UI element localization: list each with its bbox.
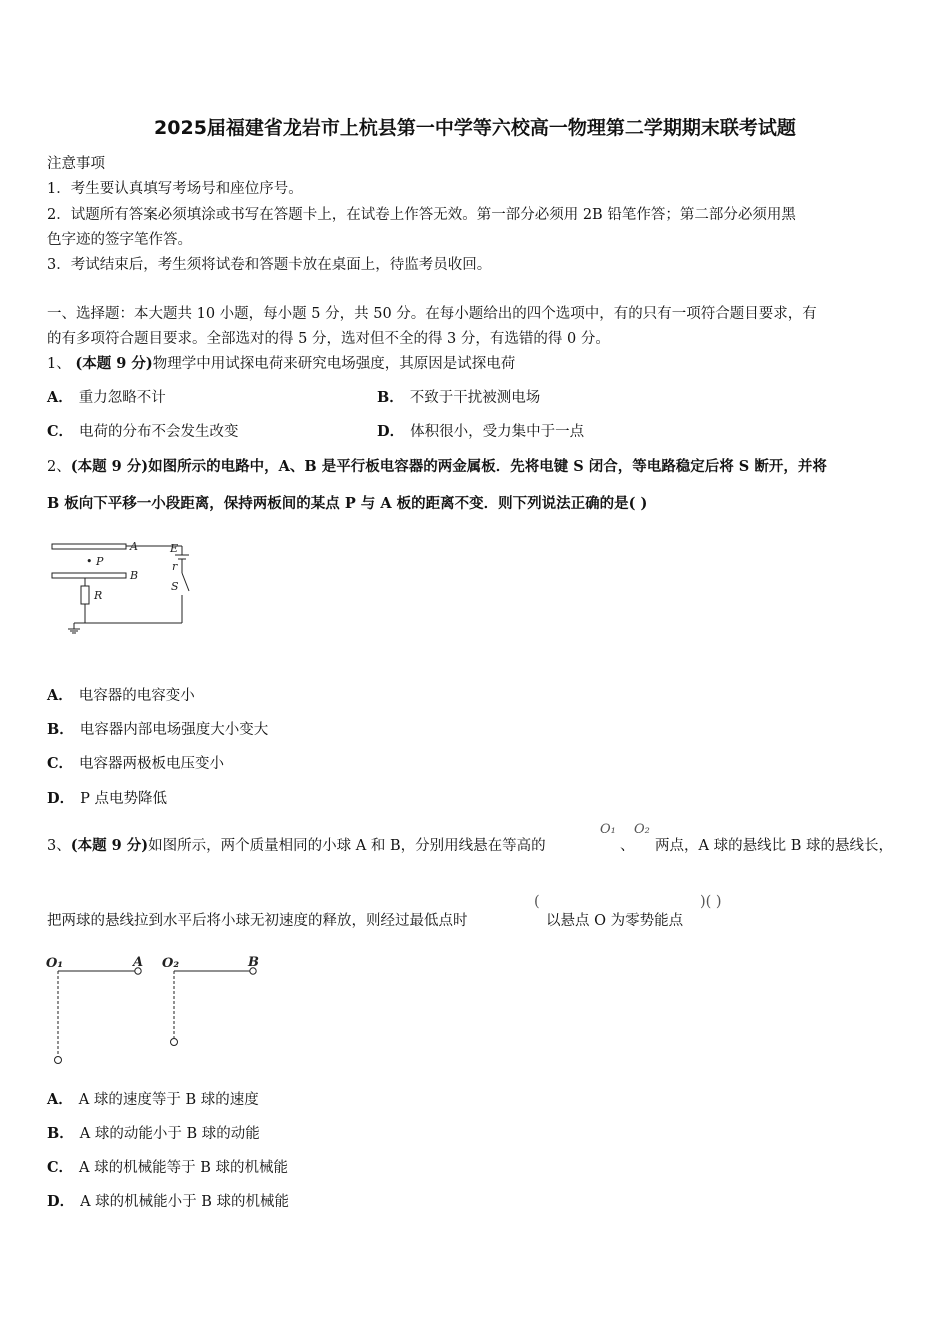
q2-option-c-text: 电容器两极板电压变小 [79, 756, 225, 772]
q1-option-b-label: B． [377, 389, 404, 406]
label-o2: O₂ [162, 956, 180, 971]
q1-option-c-text: 电荷的分布不会发生改变 [79, 424, 239, 440]
notice-item-2-line1: 2．试题所有答案必须填涂或书写在答题卡上，在试卷上作答无效。第一部分必须用 2B 铅笔作答；第二部分必须用黑 [47, 207, 796, 223]
q2-circuit-diagram [44, 535, 204, 635]
q2-number: 2、 [47, 459, 71, 475]
label-b: B [248, 955, 259, 970]
q3-pendulum-diagram [44, 948, 274, 1070]
q3-option-b[interactable] [47, 1122, 260, 1143]
q3-option-a-label: A． [47, 1091, 73, 1108]
q3-option-c[interactable] [47, 1156, 288, 1177]
q1-option-b[interactable] [377, 386, 540, 407]
resistor [81, 586, 89, 604]
label-a: A [133, 955, 144, 970]
notice-item-3: 3．考试结束后，考生须将试卷和答题卡放在桌面上，待监考员收回。 [47, 257, 492, 273]
q3-stem-line2b: 以悬点 O 为零势能点 [546, 913, 684, 929]
label-s: S [171, 580, 179, 593]
q2-option-b-label: B． [47, 721, 74, 738]
q3-option-d-label: D． [47, 1193, 75, 1210]
q3-o2-symbol: O₂ [634, 822, 650, 837]
section1-line2: 的有多项符合题目要求。全部选对的得 5 分，选对但不全的得 3 分，有选错的得 0 分。 [47, 331, 610, 347]
q2-stem-line1-text: 如图所示的电路中，A、B 是平行板电容器的两金属板．先将电键 S 闭合，等电路稳定后将 S 断开，并将 [148, 458, 827, 475]
q3-option-c-label: C． [47, 1159, 74, 1176]
notice-item-1: 1．考生要认真填写考场号和座位序号。 [47, 181, 303, 197]
q2-option-b-text: 电容器内部电场强度大小变大 [79, 722, 269, 738]
q3-option-a-text: A 球的速度等于 B 球的速度 [78, 1092, 259, 1108]
q3-separator: 、 [620, 838, 635, 854]
q3-stem-line2a: 把两球的悬线拉到水平后将小球无初速度的释放，则经过最低点时 [47, 913, 468, 929]
q1-option-d-label: D． [377, 423, 405, 440]
plate-a [52, 544, 126, 549]
plate-b [52, 573, 126, 578]
q3-stem-part1: 如图所示，两个质量相同的小球 A 和 B，分别用线悬在等高的 [148, 838, 546, 854]
q3-stem-part2: 两点，A 球的悬线比 B 球的悬线长， [655, 838, 893, 854]
q1-stem-text: 物理学中用试探电荷来研究电场强度，其原因是试探电荷 [152, 356, 516, 372]
q3-option-d[interactable] [47, 1190, 289, 1211]
q2-option-d[interactable] [47, 787, 167, 808]
notice-item-2-line2: 色字迹的签字笔作答。 [47, 232, 192, 248]
label-r-internal: r [172, 560, 178, 573]
q1-option-c[interactable] [47, 420, 239, 441]
q3-option-c-text: A 球的机械能等于 B 球的机械能 [79, 1160, 289, 1176]
label-p: • P [86, 555, 104, 568]
q2-score: (本题 9 分) [70, 458, 149, 475]
q3-stem-line1 [47, 834, 546, 855]
q2-option-b[interactable] [47, 718, 268, 739]
q1-option-d[interactable] [377, 420, 584, 441]
q1-option-a-text: 重力忽略不计 [78, 390, 166, 406]
label-r-resistor: R [94, 589, 103, 602]
ball-a-bottom [55, 1057, 62, 1064]
q3-option-b-label: B． [47, 1125, 74, 1142]
page-title: 2025届福建省龙岩市上杭县第一中学等六校高一物理第二学期期末联考试题 [154, 117, 796, 139]
q1-stem [47, 352, 515, 373]
q1-option-b-text: 不致于干扰被测电场 [409, 390, 541, 406]
q2-option-d-label: D． [47, 790, 75, 807]
q3-option-a[interactable] [47, 1088, 259, 1109]
notice-heading: 注意事项 [47, 156, 105, 172]
label-a: A [130, 540, 138, 553]
q2-option-a-text: 电容器的电容变小 [78, 688, 195, 704]
q2-option-d-text: P 点电势降低 [80, 791, 167, 807]
label-e: E [170, 542, 179, 555]
label-o1: O₁ [46, 956, 64, 971]
q1-option-a[interactable] [47, 386, 166, 407]
q1-option-c-label: C． [47, 423, 74, 440]
q3-number: 3、 [47, 838, 71, 854]
q2-stem-line2: B 板向下平移一小段距离，保持两板间的某点 P 与 A 板的距离不变．则下列说法正确的是( ) [47, 495, 648, 512]
q2-option-a[interactable] [47, 684, 195, 705]
q1-number: 1、 [47, 356, 71, 372]
q3-option-d-text: A 球的机械能小于 B 球的机械能 [80, 1194, 290, 1210]
q3-option-b-text: A 球的动能小于 B 球的动能 [79, 1126, 260, 1142]
q1-score: (本题 9 分) [75, 355, 153, 372]
ball-b-bottom [171, 1039, 178, 1046]
q1-option-d-text: 体积很小，受力集中于一点 [410, 424, 585, 440]
label-b: B [130, 569, 139, 582]
q2-option-c-label: C． [47, 755, 74, 772]
q2-option-a-label: A． [47, 687, 73, 704]
section1-line1: 一、选择题：本大题共 10 小题，每小题 5 分，共 50 分。在每小题给出的四个选项中，有的只有一项符合题目要求，有 [47, 306, 817, 322]
q1-option-a-label: A． [47, 389, 73, 406]
q2-option-c[interactable] [47, 752, 224, 773]
q3-paren-open: ( [534, 894, 540, 910]
q3-score: (本题 9 分) [70, 837, 149, 854]
q3-paren-close: )( ) [700, 894, 722, 910]
q3-o1-symbol: O₁ [600, 822, 616, 837]
q2-stem-line1 [47, 455, 827, 476]
